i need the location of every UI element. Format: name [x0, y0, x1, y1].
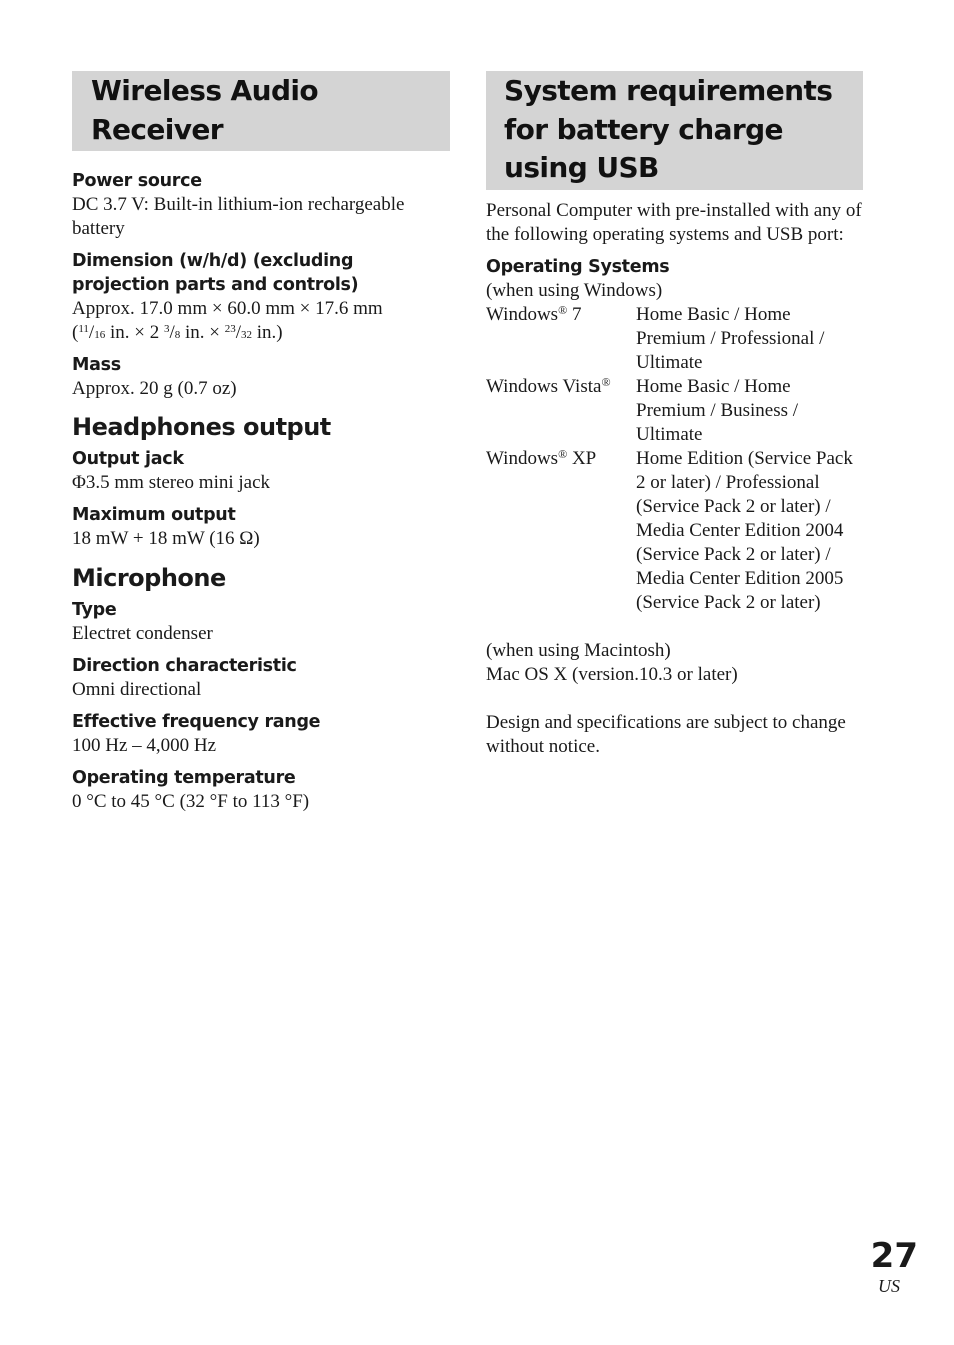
section-title-system-requirements: System requirements for battery charge using USB [486, 71, 863, 190]
operating-systems-label: Operating Systems [486, 256, 670, 277]
registered-mark: ® [558, 446, 568, 461]
table-row [486, 447, 863, 615]
os-name-suffix: 7 [567, 303, 582, 325]
power-source-value: DC 3.7 V: Built-in lithium-ion rechargeable battery [72, 194, 405, 239]
operating-temperature-label: Operating temperature [72, 768, 296, 788]
macintosh-note: (when using Macintosh) [486, 639, 671, 661]
frac-2-denominator: 8 [174, 329, 181, 341]
frequency-range-value: 100 Hz – 4,000 Hz [72, 735, 217, 756]
page-number: 27 [870, 1236, 918, 1276]
frac-2-numerator: 3 [163, 323, 170, 335]
type-label: Type [72, 600, 117, 620]
mass-value: Approx. 20 g (0.7 oz) [72, 378, 237, 399]
os-name-text: Windows Vista [486, 375, 602, 397]
os-name-text: Windows [486, 303, 559, 325]
page-language-code: US [878, 1276, 900, 1296]
os-editions: Home Basic / Home Premium / Business / Ultimate [636, 375, 799, 445]
headphones-output-heading: Headphones output [72, 413, 331, 441]
os-name [486, 447, 636, 615]
os-editions: Home Basic / Home Premium / Professional / Ultimate [636, 303, 825, 373]
dimension-inch-value: ($^{11}$/16 in. × 2 $^3$/8 in. × $^{23}$/32 in.) [72, 322, 283, 343]
registered-mark: ® [558, 302, 568, 317]
windows-note: (when using Windows) [486, 279, 663, 301]
frac-3-denominator: 32 [241, 329, 253, 341]
direction-value: Omni directional [72, 679, 202, 700]
output-jack-label: Output jack [72, 449, 184, 469]
dim-text-1: in. × 2 [105, 322, 164, 343]
macintosh-value: Mac OS X (version.10.3 or later) [486, 663, 738, 685]
dimension-label: Dimension (w/h/d) (excluding projection parts and controls) [72, 251, 359, 295]
system-intro-text: Personal Computer with pre-installed with any of the following operating systems and USB port: [486, 199, 862, 245]
dimension-mm-value: Approx. 17.0 mm × 60.0 mm × 17.6 mm [72, 298, 383, 319]
maximum-output-value: 18 mW + 18 mW (16 Ω) [72, 528, 260, 549]
os-name [486, 375, 636, 447]
direction-label: Direction characteristic [72, 656, 297, 676]
dim-text-2: in. × [180, 322, 225, 343]
registered-mark: ® [601, 374, 611, 389]
table-row [486, 303, 863, 375]
type-value: Electret condenser [72, 623, 213, 644]
left-column [72, 71, 450, 814]
dim-text-3: in.) [252, 322, 283, 343]
operating-temperature-value: 0 °C to 45 °C (32 °F to 113 °F) [72, 791, 310, 812]
frac-3-numerator: 23 [224, 323, 236, 335]
os-editions: Home Edition (Service Pack 2 or later) / Professional (Service Pack 2 or later) / Media Center Edition 2004 (Service Pack 2 or later) / Media Center Edition 2005 (Service Pack 2 or later) [636, 447, 853, 613]
frac-1-numerator: 11 [78, 323, 89, 335]
os-table [486, 303, 863, 615]
os-name-suffix: XP [567, 447, 597, 469]
output-jack-value: Φ3.5 mm stereo mini jack [72, 472, 271, 493]
right-column [486, 71, 863, 759]
power-source-label: Power source [72, 171, 202, 191]
mass-label: Mass [72, 355, 121, 375]
disclaimer-text: Design and specifications are subject to change without notice. [486, 711, 846, 757]
microphone-heading: Microphone [72, 564, 226, 592]
os-name-text: Windows [486, 447, 559, 469]
table-row [486, 375, 863, 447]
dim-open: ( [72, 322, 79, 343]
os-name [486, 303, 636, 375]
frac-1-denominator: 16 [94, 329, 106, 341]
maximum-output-label: Maximum output [72, 505, 236, 525]
section-title-wireless-audio-receiver: Wireless Audio Receiver [72, 71, 450, 151]
frequency-range-label: Effective frequency range [72, 712, 321, 732]
